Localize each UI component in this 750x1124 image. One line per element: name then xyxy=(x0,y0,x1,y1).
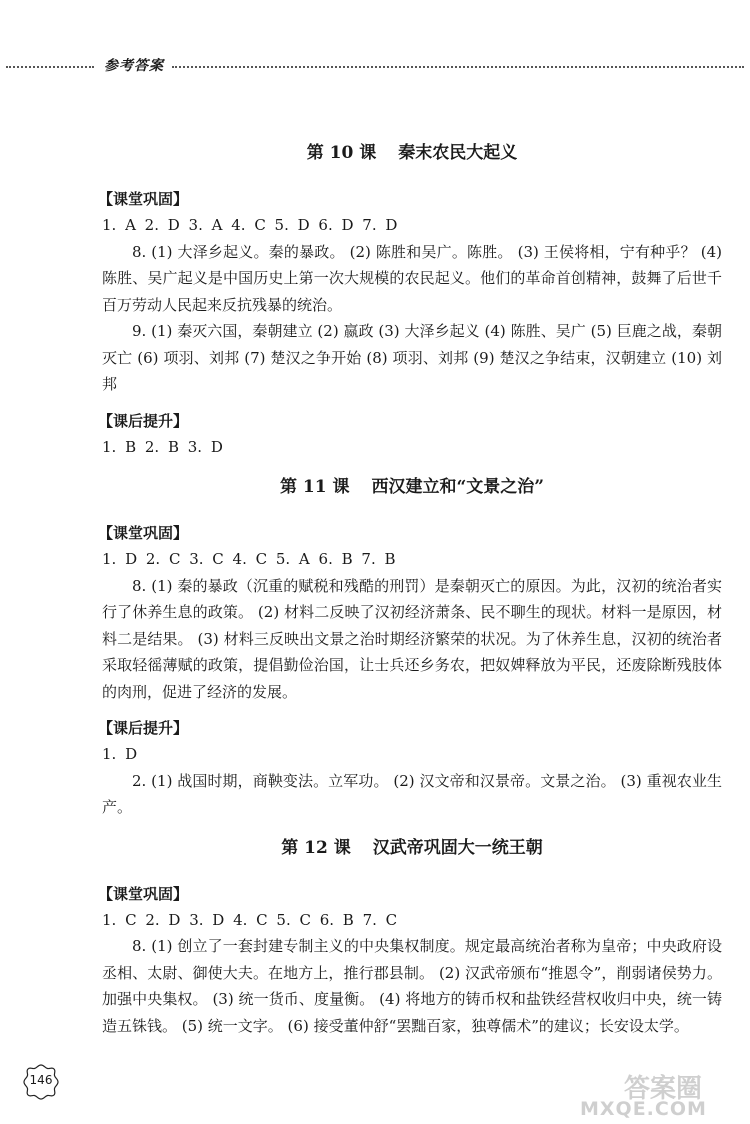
watermark-logo: 答案圈 xyxy=(624,1074,703,1104)
answer-q9: 9. (1) 秦灭六国，秦朝建立 (2) 嬴政 (3) 大泽乡起义 (4) 陈胜、吴广 (5) 巨鹿之战，秦朝灭亡 (6) 项羽、刘邦 (7) 楚汉之争开始 (8) 项羽、刘邦 (9) 楚汉之争结束，汉朝建立 (10) 刘邦 xyxy=(102,322,722,393)
section-heading: 【课堂巩固】 xyxy=(98,884,189,903)
section-heading: 【课后提升】 xyxy=(98,719,189,737)
multiple-choice-answers: 1. D 2. C 3. C 4. C 5. A 6. B 7. B xyxy=(102,550,396,568)
page-content xyxy=(98,138,722,1039)
header-title: 参考答案 xyxy=(104,58,164,74)
page-number-badge xyxy=(22,1063,60,1101)
lesson-number: 第 10 课 xyxy=(306,143,377,163)
multiple-choice-answers: 1. D xyxy=(102,745,138,763)
multiple-choice-answers: 1. C 2. D 3. D 4. C 5. C 6. B 7. C xyxy=(102,910,398,929)
header-dotted-rule-left xyxy=(6,66,94,68)
multiple-choice-answers: 1. B 2. B 3. D xyxy=(102,437,223,456)
lesson-title: 西汉建立和“文景之治” xyxy=(371,477,545,497)
section-heading: 【课堂巩固】 xyxy=(98,524,189,542)
lesson-title: 汉武帝巩固大一统王朝 xyxy=(372,837,543,858)
answer-q8: 8. (1) 创立了一套封建专制主义的中央集权制度。规定最高统治者称为皇帝；中央政府设丞相、太尉、御使大夫。在地方上，推行郡县制。 (2) 汉武帝颁布“推恩令”，削弱诸侯势力。加强中央集权。 (3) 统一货币、度量衡。 (4) 将地方的铸币权和盐铁经营权收归中央，统一铸造五铢钱。 (5) 统一文字。 (6) 接受董仲舒“罢黜百家，独尊儒术”的建议；长安设太学。 xyxy=(102,937,722,1035)
watermark xyxy=(580,1068,740,1120)
lesson-number: 第 11 课 xyxy=(279,477,350,497)
watermark-site: MXQE.COM xyxy=(580,1098,707,1120)
answer-q2: 2. (1) 战国时期，商鞅变法。立军功。 (2) 汉文帝和汉景帝。文景之治。 (3) 重视农业生产。 xyxy=(102,771,722,816)
answer-q8: 8. (1) 秦的暴政（沉重的赋税和残酷的刑罚）是秦朝灭亡的原因。为此，汉初的统治者实行了休养生息的政策。 (2) 材料二反映了汉初经济萧条、民不聊生的现状。材料一是原因，材料二是结果。 (3) 材料三反映出文景之治时期经济繁荣的状况。为了休养生息，汉初的统治者采取轻徭薄赋的政策，提倡勤俭治国，让士兵还乡务农，把奴婢释放为平民，还废除断残肢体的肉刑，促进了经济的发展。 xyxy=(102,576,722,701)
header-dotted-rule-right xyxy=(172,66,744,68)
lesson-11-heading xyxy=(102,472,722,502)
lesson-12-heading xyxy=(102,833,722,863)
multiple-choice-answers: 1. A 2. D 3. A 4. C 5. D 6. D 7. D xyxy=(102,216,398,234)
running-header xyxy=(0,52,750,82)
answer-q8: 8. (1) 大泽乡起义。秦的暴政。 (2) 陈胜和吴广。陈胜。 (3) 王侯将相，宁有种乎？ (4) 陈胜、吴广起义是中国历史上第一次大规模的农民起义。他们的革命首创精神，鼓舞了后世千百万劳动人民起来反抗残暴的统治。 xyxy=(102,242,722,314)
lesson-title: 秦末农民大起义 xyxy=(398,143,518,163)
lesson-10-heading xyxy=(102,138,722,168)
lesson-number: 第 12 课 xyxy=(281,837,351,858)
page-number: 146 xyxy=(29,1073,53,1087)
section-heading: 【课堂巩固】 xyxy=(98,190,189,208)
section-heading: 【课后提升】 xyxy=(98,411,189,430)
